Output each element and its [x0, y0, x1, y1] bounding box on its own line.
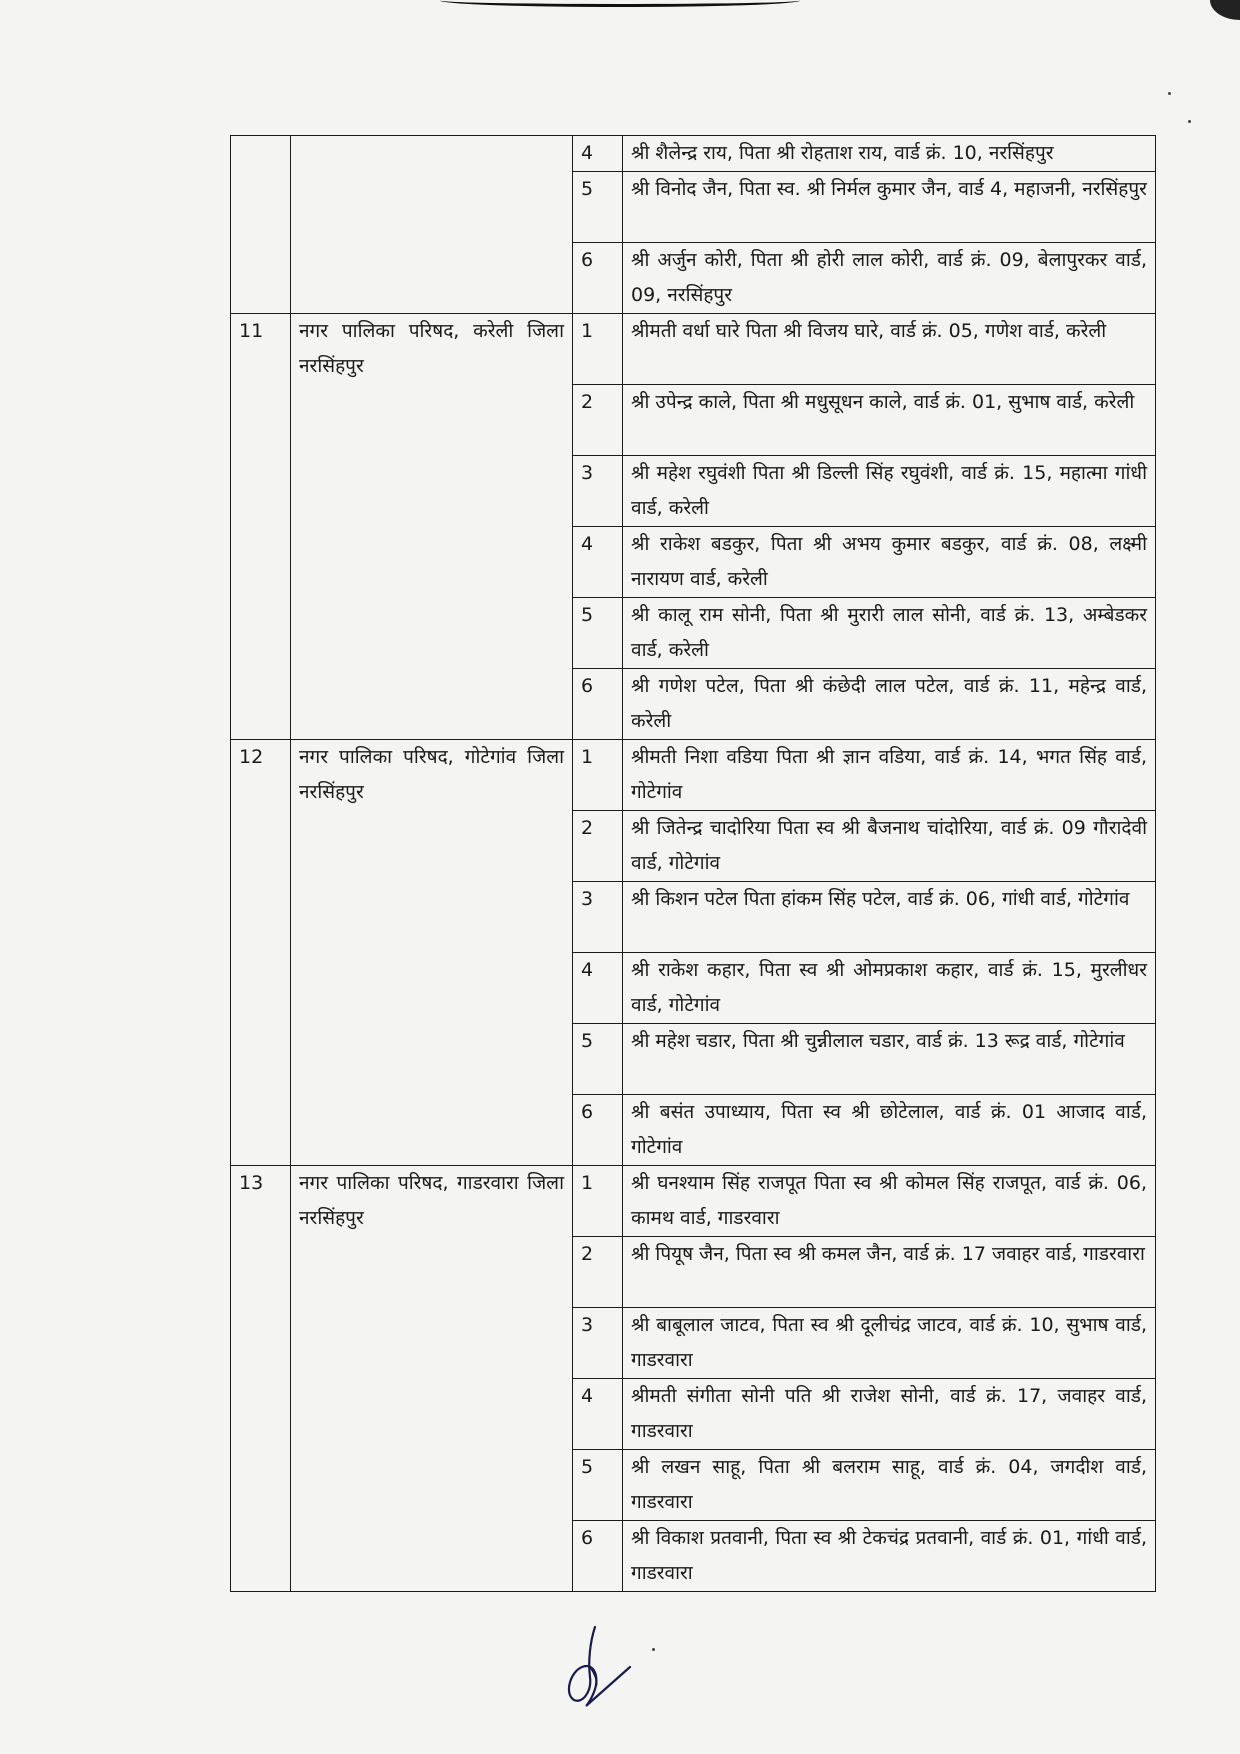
member-row	[231, 740, 1156, 811]
council-serial-number: 11	[231, 314, 291, 740]
member-number: 6	[573, 243, 623, 314]
member-number: 3	[573, 456, 623, 527]
speck	[1188, 120, 1191, 123]
member-number: 2	[573, 1237, 623, 1308]
member-details: श्री किशन पटेल पिता हांकम सिंह पटेल, वार्ड क्रं. 06, गांधी वार्ड, गोटेगांव	[623, 882, 1156, 953]
member-details: श्री बाबूलाल जाटव, पिता स्व श्री दूलीचंद्र जाटव, वार्ड क्रं. 10, सुभाष वार्ड, गाडरवारा	[623, 1308, 1156, 1379]
signature-mark	[560, 1622, 650, 1712]
member-details: श्री गणेश पटेल, पिता श्री कंछेदी लाल पटेल, वार्ड क्रं. 11, महेन्द्र वार्ड, करेली	[623, 669, 1156, 740]
member-details: श्री पियूष जैन, पिता स्व श्री कमल जैन, वार्ड क्रं. 17 जवाहर वार्ड, गाडरवारा	[623, 1237, 1156, 1308]
member-details: श्रीमती निशा वडिया पिता श्री ज्ञान वडिया, वार्ड क्रं. 14, भगत सिंह वार्ड, गोटेगांव	[623, 740, 1156, 811]
member-number: 3	[573, 882, 623, 953]
member-number: 2	[573, 385, 623, 456]
scan-corner-shadow	[1210, 0, 1240, 20]
council-name	[291, 136, 573, 314]
member-number: 4	[573, 527, 623, 598]
member-details: श्री अर्जुन कोरी, पिता श्री होरी लाल कोरी, वार्ड क्रं. 09, बेलापुरकर वार्ड, 09, नरसिंहपुर	[623, 243, 1156, 314]
member-number: 6	[573, 669, 623, 740]
member-details: श्री कालू राम सोनी, पिता श्री मुरारी लाल सोनी, वार्ड क्रं. 13, अम्बेडकर वार्ड, करेली	[623, 598, 1156, 669]
council-serial-number: 12	[231, 740, 291, 1166]
scan-edge-mark	[440, 0, 800, 7]
member-details: श्री महेश रघुवंशी पिता श्री डिल्ली सिंह रघुवंशी, वार्ड क्रं. 15, महात्मा गांधी वार्ड, करेली	[623, 456, 1156, 527]
member-details: श्री राकेश बडकुर, पिता श्री अभय कुमार बडकुर, वार्ड क्रं. 08, लक्ष्मी नारायण वार्ड, करेली	[623, 527, 1156, 598]
member-details: श्री महेश चडार, पिता श्री चुन्नीलाल चडार, वार्ड क्रं. 13 रूद्र वार्ड, गोटेगांव	[623, 1024, 1156, 1095]
speck	[1168, 92, 1171, 95]
member-number: 6	[573, 1521, 623, 1592]
council-serial-number	[231, 136, 291, 314]
member-details: श्रीमती संगीता सोनी पति श्री राजेश सोनी, वार्ड क्रं. 17, जवाहर वार्ड, गाडरवारा	[623, 1379, 1156, 1450]
member-details: श्री घनश्याम सिंह राजपूत पिता स्व श्री कोमल सिंह राजपूत, वार्ड क्रं. 06, कामथ वार्ड, गाडरवारा	[623, 1166, 1156, 1237]
member-details: श्री लखन साहू, पिता श्री बलराम साहू, वार्ड क्रं. 04, जगदीश वार्ड, गाडरवारा	[623, 1450, 1156, 1521]
member-number: 5	[573, 1024, 623, 1095]
member-number: 1	[573, 314, 623, 385]
member-number: 1	[573, 1166, 623, 1237]
member-number: 4	[573, 1379, 623, 1450]
member-number: 1	[573, 740, 623, 811]
member-number: 5	[573, 598, 623, 669]
member-number: 4	[573, 136, 623, 172]
member-details: श्रीमती वर्धा घारे पिता श्री विजय घारे, वार्ड क्रं. 05, गणेश वार्ड, करेली	[623, 314, 1156, 385]
table-body	[231, 136, 1156, 1592]
member-details: श्री जितेन्द्र चादोरिया पिता स्व श्री बैजनाथ चांदोरिया, वार्ड क्रं. 09 गौरादेवी वार्ड, गोटेगांव	[623, 811, 1156, 882]
council-members-table	[230, 135, 1156, 1592]
member-number: 4	[573, 953, 623, 1024]
member-row	[231, 314, 1156, 385]
speck	[652, 1648, 655, 1651]
member-details: श्री विकाश प्रतवानी, पिता स्व श्री टेकचंद्र प्रतवानी, वार्ड क्रं. 01, गांधी वार्ड, गाडरवारा	[623, 1521, 1156, 1592]
member-row	[231, 136, 1156, 172]
member-number: 5	[573, 1450, 623, 1521]
member-details: श्री बसंत उपाध्याय, पिता स्व श्री छोटेलाल, वार्ड क्रं. 01 आजाद वार्ड, गोटेगांव	[623, 1095, 1156, 1166]
member-number: 6	[573, 1095, 623, 1166]
member-details: श्री उपेन्द्र काले, पिता श्री मधुसूधन काले, वार्ड क्रं. 01, सुभाष वार्ड, करेली	[623, 385, 1156, 456]
council-name: नगर पालिका परिषद, गोटेगांव जिला नरसिंहपुर	[291, 740, 573, 1166]
member-details: श्री शैलेन्द्र राय, पिता श्री रोहताश राय, वार्ड क्रं. 10, नरसिंहपुर	[623, 136, 1156, 172]
member-number: 2	[573, 811, 623, 882]
council-name: नगर पालिका परिषद, करेली जिला नरसिंहपुर	[291, 314, 573, 740]
member-details: श्री राकेश कहार, पिता स्व श्री ओमप्रकाश कहार, वार्ड क्रं. 15, मुरलीधर वार्ड, गोटेगांव	[623, 953, 1156, 1024]
member-details: श्री विनोद जैन, पिता स्व. श्री निर्मल कुमार जैन, वार्ड 4, महाजनी, नरसिंहपुर	[623, 172, 1156, 243]
council-name: नगर पालिका परिषद, गाडरवारा जिला नरसिंहपुर	[291, 1166, 573, 1592]
council-serial-number: 13	[231, 1166, 291, 1592]
member-number: 3	[573, 1308, 623, 1379]
member-number: 5	[573, 172, 623, 243]
member-row	[231, 1166, 1156, 1237]
